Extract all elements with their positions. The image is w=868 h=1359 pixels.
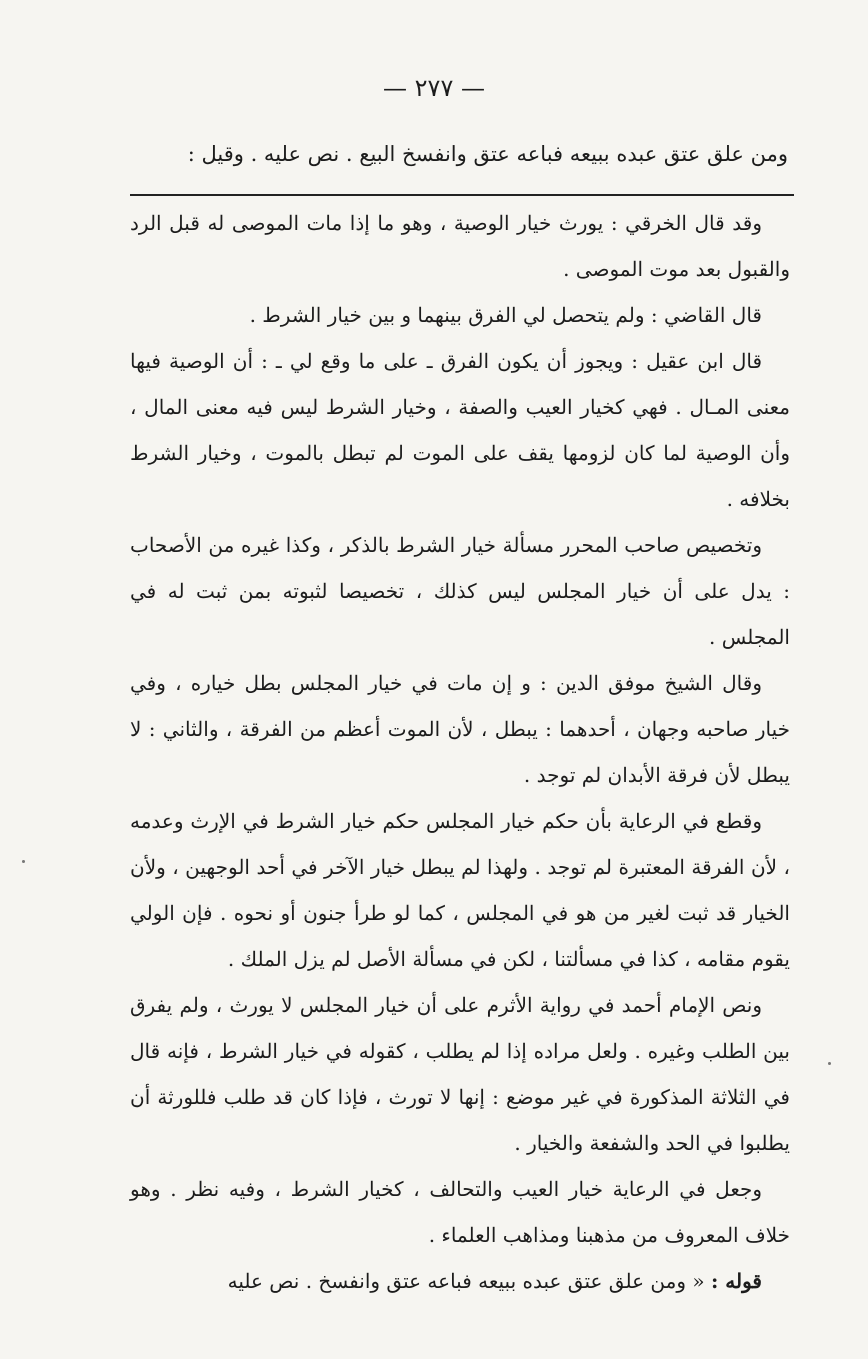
- paragraph: وقطع في الرعاية بأن حكم خيار المجلس حكم خيار الشرط في الإرث وعدمه ، لأن الفرقة المعتبرة لم توجد . ولهذا لم يبطل خيار الآخر في أحد الوجهين ، ولأن الخيار قد ثبت لغير من هو في المجلس ، كما لو طرأ جنون أو نحوه . فإن الولي يقوم مقامه ، كذا في مسألتنا ، لكن في مسألة الأصل لم يزل الملك .: [130, 809, 790, 971]
- header-rule: [130, 194, 794, 196]
- closing-lead: قوله :: [710, 1269, 762, 1293]
- paragraph: وقد قال الخرقي : يورث خيار الوصية ، وهو ما إذا مات الموصى له قبل الرد والقبول بعد موت الموصى .: [130, 211, 790, 281]
- page-number: — ٢٧٧ —: [383, 74, 485, 102]
- closing-text: « ومن علق عتق عبده ببيعه فباعه عتق وانفسخ . نص عليه: [227, 1269, 705, 1293]
- paper-speck: [828, 1062, 831, 1065]
- paragraph: وجعل في الرعاية خيار العيب والتحالف ، كخيار الشرط ، وفيه نظر . وهو خلاف المعروف من مذهبنا ومذاهب العلماء .: [130, 1177, 790, 1247]
- paragraph: وتخصيص صاحب المحرر مسألة خيار الشرط بالذكر ، وكذا غيره من الأصحاب : يدل على أن خيار المجلس ليس كذلك ، تخصيصا لثبوته بمن ثبت له في المجلس .: [130, 533, 790, 649]
- closing-paragraph: [130, 1258, 790, 1304]
- running-header: ومن علق عتق عبده ببيعه فباعه عتق وانفسخ البيع . نص عليه . وقيل :: [187, 142, 788, 166]
- paragraph: ونص الإمام أحمد في رواية الأثرم على أن خيار المجلس لا يورث ، ولم يفرق بين الطلب وغيره . ولعل مراده إذا لم يطلب ، كقوله في خيار الشرط ، فإنه قال في الثلاثة المذكورة في غير موضع : إنها لا تورث ، فإذا كان قد طلب فللورثة أن يطلبوا في الحد والشفعة والخيار .: [130, 993, 790, 1155]
- paragraph: وقال الشيخ موفق الدين : و إن مات في خيار المجلس بطل خياره ، وفي خيار صاحبه وجهان ، أحدهما : يبطل ، لأن الموت أعظم من الفرقة ، والثاني : لا يبطل لأن فرقة الأبدان لم توجد .: [130, 671, 790, 787]
- body-text: [130, 200, 790, 1304]
- paragraph: قال القاضي : ولم يتحصل لي الفرق بينهما و بين خيار الشرط .: [249, 303, 762, 327]
- paper-speck: [22, 860, 25, 863]
- paragraph: قال ابن عقيل : ويجوز أن يكون الفرق ـ على ما وقع لي ـ : أن الوصية فيها معنى المـال . فهي كخيار العيب والصفة ، وخيار الشرط ليس فيه معنى المال ، وأن الوصية لما كان لزومها يقف على الموت لم تبطل بالموت ، وخيار الشرط بخلافه .: [130, 349, 790, 511]
